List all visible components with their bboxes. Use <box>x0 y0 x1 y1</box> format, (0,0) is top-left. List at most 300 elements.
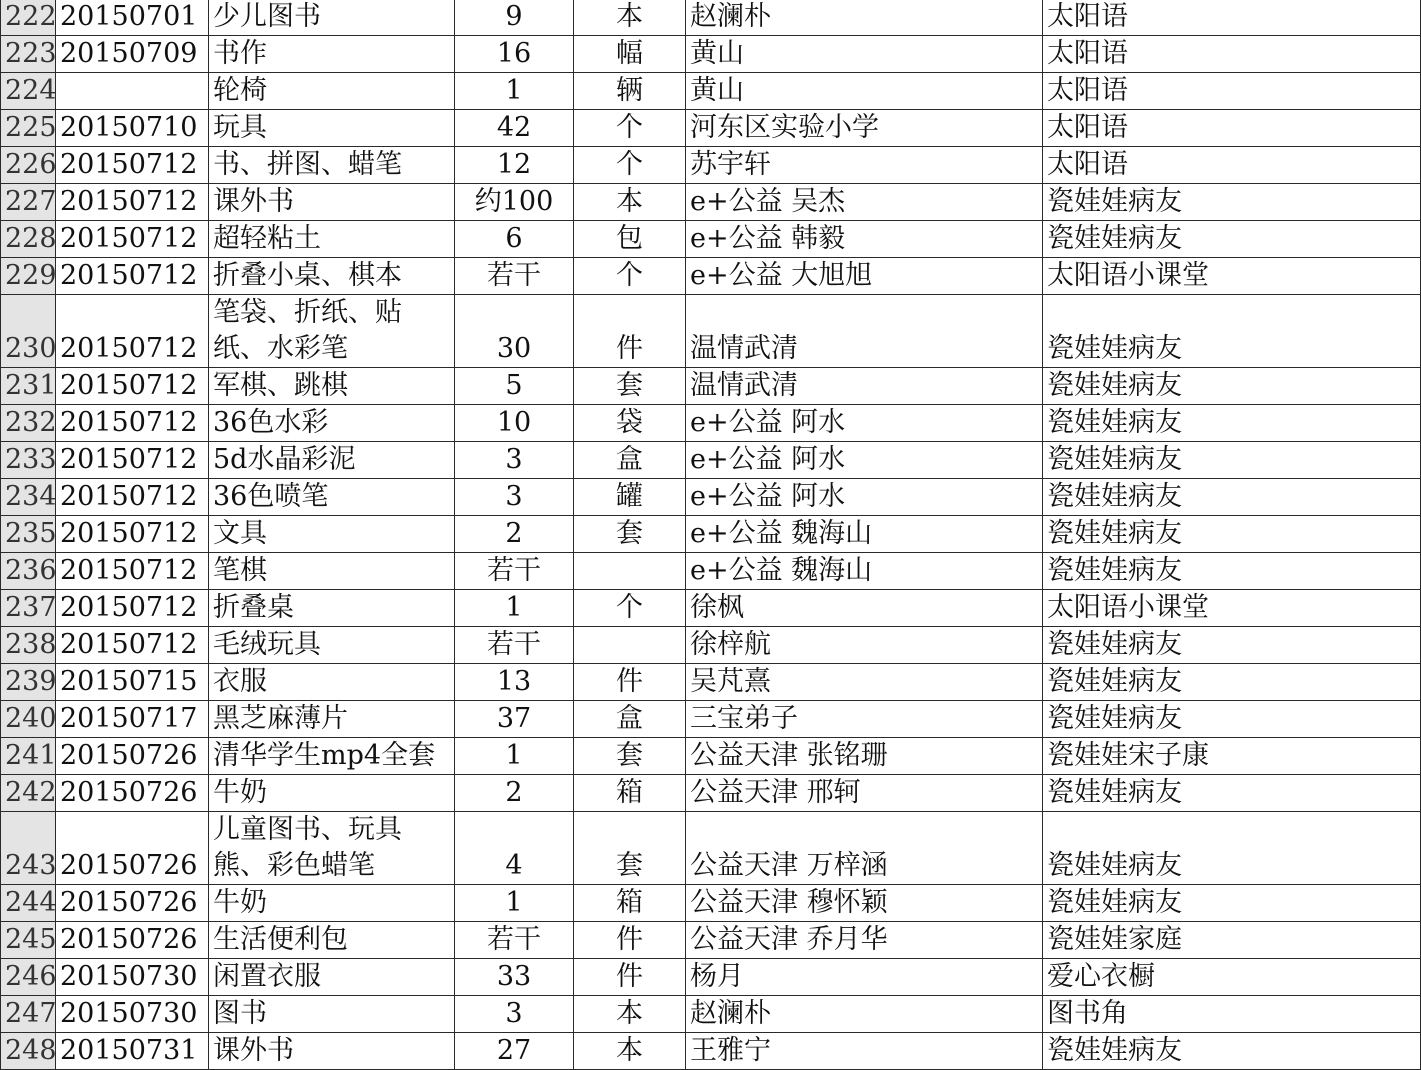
cell-quantity[interactable] <box>455 405 574 442</box>
cell-recipient[interactable] <box>1043 996 1421 1033</box>
cell-quantity[interactable] <box>455 110 574 147</box>
cell-date[interactable] <box>56 996 209 1033</box>
row-header-text: 228 <box>5 223 57 254</box>
cell-recipient-text: 瓷娃娃病友 <box>1047 887 1182 918</box>
cell-item-text: 书作 <box>213 38 267 69</box>
cell-item[interactable] <box>209 738 455 775</box>
cell-quantity-text: 3 <box>505 481 523 512</box>
cell-unit[interactable] <box>574 553 686 590</box>
cell-quantity-text: 3 <box>505 998 523 1029</box>
cell-date[interactable] <box>56 110 209 147</box>
row-header-text: 227 <box>5 186 57 217</box>
cell-item[interactable] <box>209 1033 455 1070</box>
row-header[interactable] <box>1 110 56 147</box>
table-row <box>1 516 1421 553</box>
cell-unit[interactable] <box>574 110 686 147</box>
row-header[interactable] <box>1 738 56 775</box>
cell-donor[interactable] <box>686 258 1043 295</box>
cell-item[interactable] <box>209 812 455 885</box>
cell-unit-text: 辆 <box>616 75 643 106</box>
cell-item-text: 轮椅 <box>213 75 267 106</box>
table-row <box>1 701 1421 738</box>
cell-donor[interactable] <box>686 73 1043 110</box>
cell-date[interactable] <box>56 775 209 812</box>
cell-item[interactable] <box>209 959 455 996</box>
cell-item-text: 牛奶 <box>213 887 267 918</box>
cell-unit-text: 盒 <box>616 703 643 734</box>
cell-item-text: 牛奶 <box>213 777 267 808</box>
cell-quantity[interactable] <box>455 0 574 36</box>
cell-unit[interactable] <box>574 73 686 110</box>
cell-quantity[interactable] <box>455 442 574 479</box>
cell-item[interactable] <box>209 258 455 295</box>
row-header-text: 225 <box>5 112 57 143</box>
row-header[interactable] <box>1 590 56 627</box>
cell-unit-text: 个 <box>616 592 643 623</box>
cell-unit[interactable] <box>574 36 686 73</box>
cell-recipient[interactable] <box>1043 775 1421 812</box>
cell-donor[interactable] <box>686 147 1043 184</box>
cell-donor[interactable] <box>686 405 1043 442</box>
cell-quantity[interactable] <box>455 516 574 553</box>
cell-donor[interactable] <box>686 738 1043 775</box>
cell-donor-text: e+公益 魏海山 <box>690 555 873 586</box>
cell-item[interactable] <box>209 590 455 627</box>
cell-date[interactable] <box>56 516 209 553</box>
cell-quantity[interactable] <box>455 922 574 959</box>
cell-date[interactable] <box>56 812 209 885</box>
cell-quantity-text: 10 <box>496 407 532 438</box>
cell-item[interactable] <box>209 36 455 73</box>
cell-recipient[interactable] <box>1043 110 1421 147</box>
cell-recipient[interactable] <box>1043 738 1421 775</box>
cell-date-text: 20150726 <box>60 740 198 771</box>
cell-quantity[interactable] <box>455 812 574 885</box>
row-header[interactable] <box>1 922 56 959</box>
cell-item[interactable] <box>209 553 455 590</box>
cell-unit-text: 个 <box>616 112 643 143</box>
cell-unit-text: 套 <box>616 850 643 881</box>
cell-donor[interactable] <box>686 996 1043 1033</box>
cell-unit[interactable] <box>574 1033 686 1070</box>
cell-donor-text: 苏宇轩 <box>690 149 771 180</box>
cell-unit[interactable] <box>574 184 686 221</box>
cell-recipient-text: 瓷娃娃病友 <box>1047 223 1182 254</box>
cell-date-text: 20150730 <box>60 961 198 992</box>
row-header-text: 241 <box>5 740 57 771</box>
cell-recipient[interactable] <box>1043 0 1421 36</box>
cell-date[interactable] <box>56 959 209 996</box>
cell-donor[interactable] <box>686 553 1043 590</box>
cell-item[interactable] <box>209 664 455 701</box>
cell-donor[interactable] <box>686 885 1043 922</box>
cell-date[interactable] <box>56 73 209 110</box>
cell-date-text: 20150712 <box>60 518 198 549</box>
row-header[interactable] <box>1 959 56 996</box>
cell-item[interactable] <box>209 922 455 959</box>
cell-donor[interactable] <box>686 184 1043 221</box>
cell-date[interactable] <box>56 738 209 775</box>
cell-donor[interactable] <box>686 775 1043 812</box>
cell-unit-text: 包 <box>616 223 643 254</box>
cell-unit[interactable] <box>574 221 686 258</box>
cell-quantity-text: 6 <box>505 223 523 254</box>
table-row <box>1 442 1421 479</box>
cell-unit[interactable] <box>574 775 686 812</box>
cell-quantity[interactable] <box>455 701 574 738</box>
cell-date-text: 20150712 <box>60 333 198 364</box>
cell-quantity[interactable] <box>455 738 574 775</box>
cell-recipient[interactable] <box>1043 664 1421 701</box>
cell-unit[interactable] <box>574 516 686 553</box>
cell-recipient-text: 瓷娃娃病友 <box>1047 1035 1182 1066</box>
cell-quantity[interactable] <box>455 36 574 73</box>
cell-item[interactable] <box>209 221 455 258</box>
cell-unit[interactable] <box>574 701 686 738</box>
cell-donor[interactable] <box>686 0 1043 36</box>
cell-date[interactable] <box>56 368 209 405</box>
table-body <box>1 0 1421 1070</box>
cell-donor-text: 徐梓航 <box>690 629 771 660</box>
cell-date[interactable] <box>56 885 209 922</box>
cell-donor[interactable] <box>686 36 1043 73</box>
cell-donor-text: e+公益 吴杰 <box>690 186 846 217</box>
cell-date-text: 20150715 <box>60 666 198 697</box>
cell-quantity-text: 9 <box>505 1 523 32</box>
cell-item-text: 5d水晶彩泥 <box>213 444 356 475</box>
row-header-text: 248 <box>5 1035 57 1066</box>
cell-unit[interactable] <box>574 368 686 405</box>
cell-item[interactable] <box>209 73 455 110</box>
cell-date[interactable] <box>56 405 209 442</box>
cell-item[interactable] <box>209 775 455 812</box>
cell-item[interactable] <box>209 184 455 221</box>
cell-item[interactable] <box>209 516 455 553</box>
cell-recipient-text: 瓷娃娃家庭 <box>1047 924 1182 955</box>
row-header[interactable] <box>1 368 56 405</box>
cell-recipient-text: 瓷娃娃病友 <box>1047 666 1182 697</box>
cell-date-text: 20150712 <box>60 444 198 475</box>
cell-recipient[interactable] <box>1043 221 1421 258</box>
cell-recipient[interactable] <box>1043 36 1421 73</box>
cell-date[interactable] <box>56 1033 209 1070</box>
cell-donor-text: 赵澜朴 <box>690 1 771 32</box>
cell-item-text: 少儿图书 <box>213 1 321 32</box>
cell-unit-text: 盒 <box>616 444 643 475</box>
cell-quantity-text: 1 <box>505 740 523 771</box>
cell-date[interactable] <box>56 627 209 664</box>
row-header[interactable] <box>1 885 56 922</box>
cell-donor[interactable] <box>686 295 1043 368</box>
cell-recipient[interactable] <box>1043 73 1421 110</box>
cell-donor-text: 公益天津 乔月华 <box>690 924 888 955</box>
cell-quantity-text: 2 <box>505 777 523 808</box>
cell-recipient[interactable] <box>1043 147 1421 184</box>
cell-unit-text: 罐 <box>616 481 643 512</box>
cell-donor-text: 温情武清 <box>690 370 798 401</box>
cell-recipient-text: 太阳语小课堂 <box>1047 260 1209 291</box>
cell-recipient-text: 瓷娃娃宋子康 <box>1047 740 1209 771</box>
cell-recipient[interactable] <box>1043 627 1421 664</box>
cell-quantity[interactable] <box>455 368 574 405</box>
cell-donor[interactable] <box>686 627 1043 664</box>
cell-unit[interactable] <box>574 405 686 442</box>
cell-date-text: 20150726 <box>60 887 198 918</box>
row-header-text: 240 <box>5 703 57 734</box>
cell-unit[interactable] <box>574 295 686 368</box>
row-header[interactable] <box>1 36 56 73</box>
table-row <box>1 775 1421 812</box>
cell-recipient[interactable] <box>1043 1033 1421 1070</box>
cell-quantity[interactable] <box>455 996 574 1033</box>
cell-quantity[interactable] <box>455 553 574 590</box>
cell-unit[interactable] <box>574 922 686 959</box>
row-header[interactable] <box>1 627 56 664</box>
cell-quantity[interactable] <box>455 664 574 701</box>
cell-unit[interactable] <box>574 147 686 184</box>
cell-donor[interactable] <box>686 110 1043 147</box>
row-header[interactable] <box>1 664 56 701</box>
row-header-text: 230 <box>5 333 57 364</box>
cell-item[interactable] <box>209 110 455 147</box>
cell-recipient[interactable] <box>1043 590 1421 627</box>
row-header[interactable] <box>1 516 56 553</box>
cell-quantity[interactable] <box>455 258 574 295</box>
cell-donor[interactable] <box>686 664 1043 701</box>
cell-unit[interactable] <box>574 738 686 775</box>
cell-quantity[interactable] <box>455 1033 574 1070</box>
cell-donor[interactable] <box>686 701 1043 738</box>
cell-donor[interactable] <box>686 922 1043 959</box>
cell-quantity-text: 1 <box>505 592 523 623</box>
table-row <box>1 295 1421 368</box>
row-header[interactable] <box>1 258 56 295</box>
row-header[interactable] <box>1 147 56 184</box>
row-header-text: 224 <box>5 75 57 106</box>
cell-unit-text: 箱 <box>616 887 643 918</box>
cell-date[interactable] <box>56 701 209 738</box>
cell-date[interactable] <box>56 479 209 516</box>
cell-item[interactable] <box>209 295 455 368</box>
cell-recipient-text: 瓷娃娃病友 <box>1047 703 1182 734</box>
cell-item[interactable] <box>209 479 455 516</box>
cell-donor-text: e+公益 魏海山 <box>690 518 873 549</box>
cell-donor[interactable] <box>686 812 1043 885</box>
cell-quantity-text: 13 <box>496 666 532 697</box>
cell-quantity[interactable] <box>455 885 574 922</box>
cell-recipient-text: 爱心衣橱 <box>1047 961 1155 992</box>
cell-unit[interactable] <box>574 590 686 627</box>
cell-date[interactable] <box>56 184 209 221</box>
cell-recipient[interactable] <box>1043 516 1421 553</box>
cell-date[interactable] <box>56 36 209 73</box>
cell-unit-text: 套 <box>616 370 643 401</box>
row-header[interactable] <box>1 295 56 368</box>
cell-item[interactable] <box>209 147 455 184</box>
cell-unit[interactable] <box>574 664 686 701</box>
cell-item[interactable] <box>209 442 455 479</box>
cell-item-text: 课外书 <box>213 186 294 217</box>
row-header-text: 233 <box>5 444 57 475</box>
cell-date[interactable] <box>56 922 209 959</box>
cell-donor[interactable] <box>686 516 1043 553</box>
cell-item-text: 笔棋 <box>213 555 267 586</box>
cell-donor[interactable] <box>686 442 1043 479</box>
cell-donor[interactable] <box>686 221 1043 258</box>
cell-item-text: 课外书 <box>213 1035 294 1066</box>
row-header-text: 231 <box>5 370 57 401</box>
cell-unit-text: 幅 <box>616 38 643 69</box>
table-row <box>1 812 1421 885</box>
cell-quantity[interactable] <box>455 627 574 664</box>
cell-quantity-text: 33 <box>496 961 532 992</box>
cell-date-text: 20150712 <box>60 555 198 586</box>
cell-recipient[interactable] <box>1043 295 1421 368</box>
cell-quantity[interactable] <box>455 775 574 812</box>
cell-item-text: 闲置衣服 <box>213 961 321 992</box>
cell-date[interactable] <box>56 147 209 184</box>
table-row <box>1 0 1421 36</box>
cell-unit-text: 本 <box>616 186 643 217</box>
cell-quantity[interactable] <box>455 479 574 516</box>
cell-donor[interactable] <box>686 590 1043 627</box>
cell-donor-text: 吴芃熹 <box>690 666 771 697</box>
cell-quantity-text: 若干 <box>487 924 541 955</box>
cell-recipient[interactable] <box>1043 258 1421 295</box>
cell-donor-text: 杨月 <box>690 961 744 992</box>
cell-donor[interactable] <box>686 368 1043 405</box>
cell-date-text: 20150712 <box>60 629 198 660</box>
cell-recipient[interactable] <box>1043 701 1421 738</box>
cell-unit[interactable] <box>574 627 686 664</box>
row-header[interactable] <box>1 553 56 590</box>
cell-quantity[interactable] <box>455 590 574 627</box>
row-header-text: 226 <box>5 149 57 180</box>
cell-date-text: 20150709 <box>60 38 198 69</box>
row-header[interactable] <box>1 73 56 110</box>
cell-quantity[interactable] <box>455 73 574 110</box>
cell-recipient[interactable] <box>1043 885 1421 922</box>
table-row <box>1 147 1421 184</box>
cell-unit[interactable] <box>574 885 686 922</box>
cell-quantity-text: 若干 <box>487 260 541 291</box>
cell-unit[interactable] <box>574 442 686 479</box>
cell-quantity-text: 12 <box>496 149 532 180</box>
cell-recipient[interactable] <box>1043 184 1421 221</box>
row-header[interactable] <box>1 1033 56 1070</box>
table-row <box>1 738 1421 775</box>
cell-quantity-text: 约100 <box>474 186 554 217</box>
cell-recipient[interactable] <box>1043 442 1421 479</box>
cell-recipient[interactable] <box>1043 368 1421 405</box>
cell-quantity[interactable] <box>455 295 574 368</box>
cell-item[interactable] <box>209 627 455 664</box>
cell-date[interactable] <box>56 442 209 479</box>
row-header-text: 245 <box>5 924 57 955</box>
cell-item-text: 玩具 <box>213 112 267 143</box>
row-header[interactable] <box>1 996 56 1033</box>
cell-donor-text: 河东区实验小学 <box>690 112 879 143</box>
table-row <box>1 1033 1421 1070</box>
cell-donor[interactable] <box>686 479 1043 516</box>
cell-quantity-text: 37 <box>496 703 532 734</box>
cell-quantity[interactable] <box>455 147 574 184</box>
cell-item[interactable] <box>209 368 455 405</box>
cell-unit-text: 件 <box>616 924 643 955</box>
row-header[interactable] <box>1 221 56 258</box>
cell-recipient-text: 瓷娃娃病友 <box>1047 186 1182 217</box>
row-header[interactable] <box>1 184 56 221</box>
row-header-text: 247 <box>5 998 57 1029</box>
cell-recipient[interactable] <box>1043 922 1421 959</box>
cell-date[interactable] <box>56 664 209 701</box>
cell-item[interactable] <box>209 405 455 442</box>
cell-unit[interactable] <box>574 0 686 36</box>
cell-unit[interactable] <box>574 996 686 1033</box>
row-header[interactable] <box>1 775 56 812</box>
cell-quantity-text: 2 <box>505 518 523 549</box>
cell-recipient[interactable] <box>1043 479 1421 516</box>
row-header[interactable] <box>1 405 56 442</box>
row-header[interactable] <box>1 479 56 516</box>
cell-date[interactable] <box>56 553 209 590</box>
cell-quantity[interactable] <box>455 184 574 221</box>
row-header[interactable] <box>1 812 56 885</box>
cell-unit[interactable] <box>574 479 686 516</box>
table-row <box>1 221 1421 258</box>
cell-unit[interactable] <box>574 258 686 295</box>
cell-donor[interactable] <box>686 1033 1043 1070</box>
cell-quantity[interactable] <box>455 221 574 258</box>
row-header[interactable] <box>1 701 56 738</box>
cell-item[interactable] <box>209 0 455 36</box>
row-header-text: 232 <box>5 407 57 438</box>
cell-quantity[interactable] <box>455 959 574 996</box>
cell-donor[interactable] <box>686 959 1043 996</box>
row-header[interactable] <box>1 442 56 479</box>
cell-donor-text: 公益天津 邢轲 <box>690 777 861 808</box>
cell-recipient[interactable] <box>1043 812 1421 885</box>
cell-recipient[interactable] <box>1043 959 1421 996</box>
cell-recipient[interactable] <box>1043 405 1421 442</box>
cell-date[interactable] <box>56 258 209 295</box>
cell-quantity-text: 30 <box>496 333 532 364</box>
table-row <box>1 405 1421 442</box>
cell-unit[interactable] <box>574 959 686 996</box>
cell-recipient-text: 瓷娃娃病友 <box>1047 555 1182 586</box>
cell-recipient[interactable] <box>1043 553 1421 590</box>
cell-item[interactable] <box>209 996 455 1033</box>
cell-donor-text: 公益天津 穆怀颖 <box>690 887 888 918</box>
cell-donor-text: 三宝弟子 <box>690 703 798 734</box>
cell-quantity-text: 3 <box>505 444 523 475</box>
cell-item[interactable] <box>209 701 455 738</box>
cell-item-text: 折叠桌 <box>213 592 294 623</box>
cell-date[interactable] <box>56 295 209 368</box>
cell-item[interactable] <box>209 885 455 922</box>
cell-recipient-text: 太阳语 <box>1047 38 1128 69</box>
cell-unit[interactable] <box>574 812 686 885</box>
cell-donor-text: e+公益 阿水 <box>690 481 846 512</box>
cell-date[interactable] <box>56 590 209 627</box>
cell-date[interactable] <box>56 0 209 36</box>
cell-quantity-text: 1 <box>505 75 523 106</box>
cell-date[interactable] <box>56 221 209 258</box>
table-row <box>1 996 1421 1033</box>
table-row <box>1 73 1421 110</box>
row-header-text: 238 <box>5 629 57 660</box>
row-header[interactable] <box>1 0 56 36</box>
